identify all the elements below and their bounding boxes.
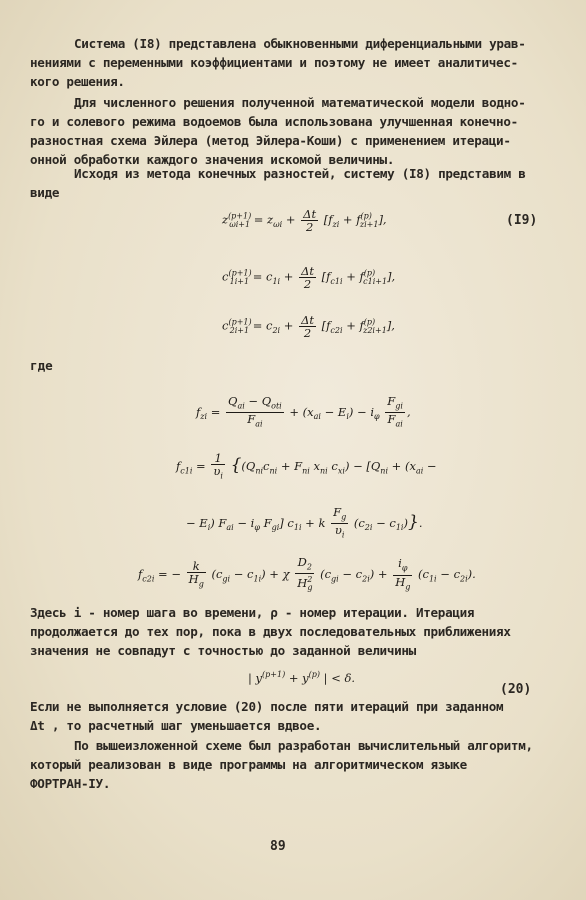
text-line: виде xyxy=(30,185,60,200)
fraction: $\frac{F_{gi}}{F_{ai}}$ xyxy=(387,394,403,429)
fraction: $\frac{Q_{ai} - Q_{oti}}{F_{ai}}$ xyxy=(228,394,282,429)
paragraph-3 xyxy=(30,164,550,202)
equation-19-line-3: $c^{(p+1)}_{2i+1} = c_{2i}$ + $\frac{\Delta t}{2}$ $[f_{c2i} + f^{(p)}_{z2i+1}]$, xyxy=(222,313,395,340)
fraction: $\frac{i_\varphi}{H_g}$ xyxy=(395,556,411,592)
equation-fc1i-line-1: $f_{c1i}$ = $\frac{1}{\upsilon_i}$ {($Q_{ni}c_{ni} + F_{ni}$ $x_{ni}$ $c_{xi}) - [Q_{ni} + (x_{ai}$ − xyxy=(176,451,437,481)
fraction: $\frac{\Delta t}{2}$ xyxy=(301,313,314,340)
paragraph-5 xyxy=(30,697,550,735)
text-line: Здесь i - номер шага во времени, ρ - номер итерации. Итерация xyxy=(30,605,475,620)
equation-fc2i: $f_{c2i}$ = − $\frac{k}{H_g}$ $(c_{gi} - c_{1i}) + \chi$ $\frac{D_2}{H^2_g}$ $(c_{gi} - c_{2i})$ + $\frac{i_\varphi}{H_g}$ $(c_{1i} - c_{2i})$. xyxy=(138,555,476,593)
fraction: $\frac{\Delta t}{2}$ xyxy=(301,264,314,291)
equation-number-19: (I9) xyxy=(506,213,538,228)
text-line: Система (I8) представлена обыкновенными диференциальными урав- xyxy=(74,36,526,51)
text-line: По вышеизложенной схеме был разработан вычислительный алгоритм, xyxy=(74,738,533,753)
text-line: Если не выполняется условие (20) после пяти итераций при заданном xyxy=(30,699,504,714)
fraction: $\frac{\Delta t}{2}$ xyxy=(303,207,317,234)
text-line: нениями с переменными коэффициентами и поэтому не имеет аналитичес- xyxy=(30,55,518,70)
equation-fc1i-line-2: − $E_i$) $F_{ai} - i_\varphi$ $F_{gi}$] $c_{1i} + k$ $\frac{F_g}{\upsilon_i}$ $(c_{2i} - c_{1i})$}. xyxy=(186,505,423,540)
paragraph-2 xyxy=(30,93,550,169)
equation-20: | $y^{(p+1)} + y^{(p)}$ | < δ. xyxy=(248,670,356,685)
fraction: $\frac{F_g}{\upsilon_i}$ xyxy=(333,505,347,540)
paragraph-6 xyxy=(30,736,550,793)
fraction: $\frac{D_2}{H^2_g}$ xyxy=(297,555,313,593)
text-line: Для численного решения полученной математической модели водно- xyxy=(74,95,526,110)
text-line: который реализован в виде программы на алгоритмическом языке xyxy=(30,757,467,772)
text-line: Δt , то расчетный шаг уменьшается вдвое. xyxy=(30,718,322,733)
paragraph-4 xyxy=(30,603,550,660)
equation-fzi: $f_{zi}$ = $\frac{Q_{ai} - Q_{oti}}{F_{ai}}$ + $(x_{ai} - E_i) - i_\varphi$ $\frac{F_{gi}}{F_{ai}}$ , xyxy=(196,394,411,429)
equation-19-line-2: $c^{(p+1)}_{1i+1} = c_{1i}$ + $\frac{\Delta t}{2}$ $[f_{c1i} + f^{(p)}_{c1i+1}]$, xyxy=(222,264,396,291)
text-line: го и солевого режима водоемов была использована улучшенная конечно- xyxy=(30,114,518,129)
text-line: продолжается до тех пор, пока в двух последовательных приближениях xyxy=(30,624,511,639)
text-line: онной обработки каждого значения искомой величины. xyxy=(30,152,395,167)
text-line: Исходя из метода конечных разностей, систему (I8) представим в xyxy=(74,166,526,181)
fraction: $\frac{1}{\upsilon_i}$ xyxy=(213,451,223,481)
fraction: $\frac{k}{H_g}$ xyxy=(188,559,204,589)
page-number: 89 xyxy=(270,839,286,854)
equation-19-line-1: $z^{(p+1)}_{\omega i+1} = z_{\omega i}$ + $\frac{\Delta t}{2}$ $[f_{zi} + f^{(p)}_{zi+1}]$, xyxy=(222,207,387,234)
text-line: кого решения. xyxy=(30,74,125,89)
where-label: где xyxy=(30,358,53,373)
paragraph-1 xyxy=(30,34,550,91)
text-line: значения не совпадут с точностью до заданной величины xyxy=(30,643,416,658)
equation-number-20: (20) xyxy=(500,682,532,697)
text-line: разностная схема Эйлера (метод Эйлера-Коши) с применением итераци- xyxy=(30,133,511,148)
text-line: ФОРТРАН-IУ. xyxy=(30,776,111,791)
